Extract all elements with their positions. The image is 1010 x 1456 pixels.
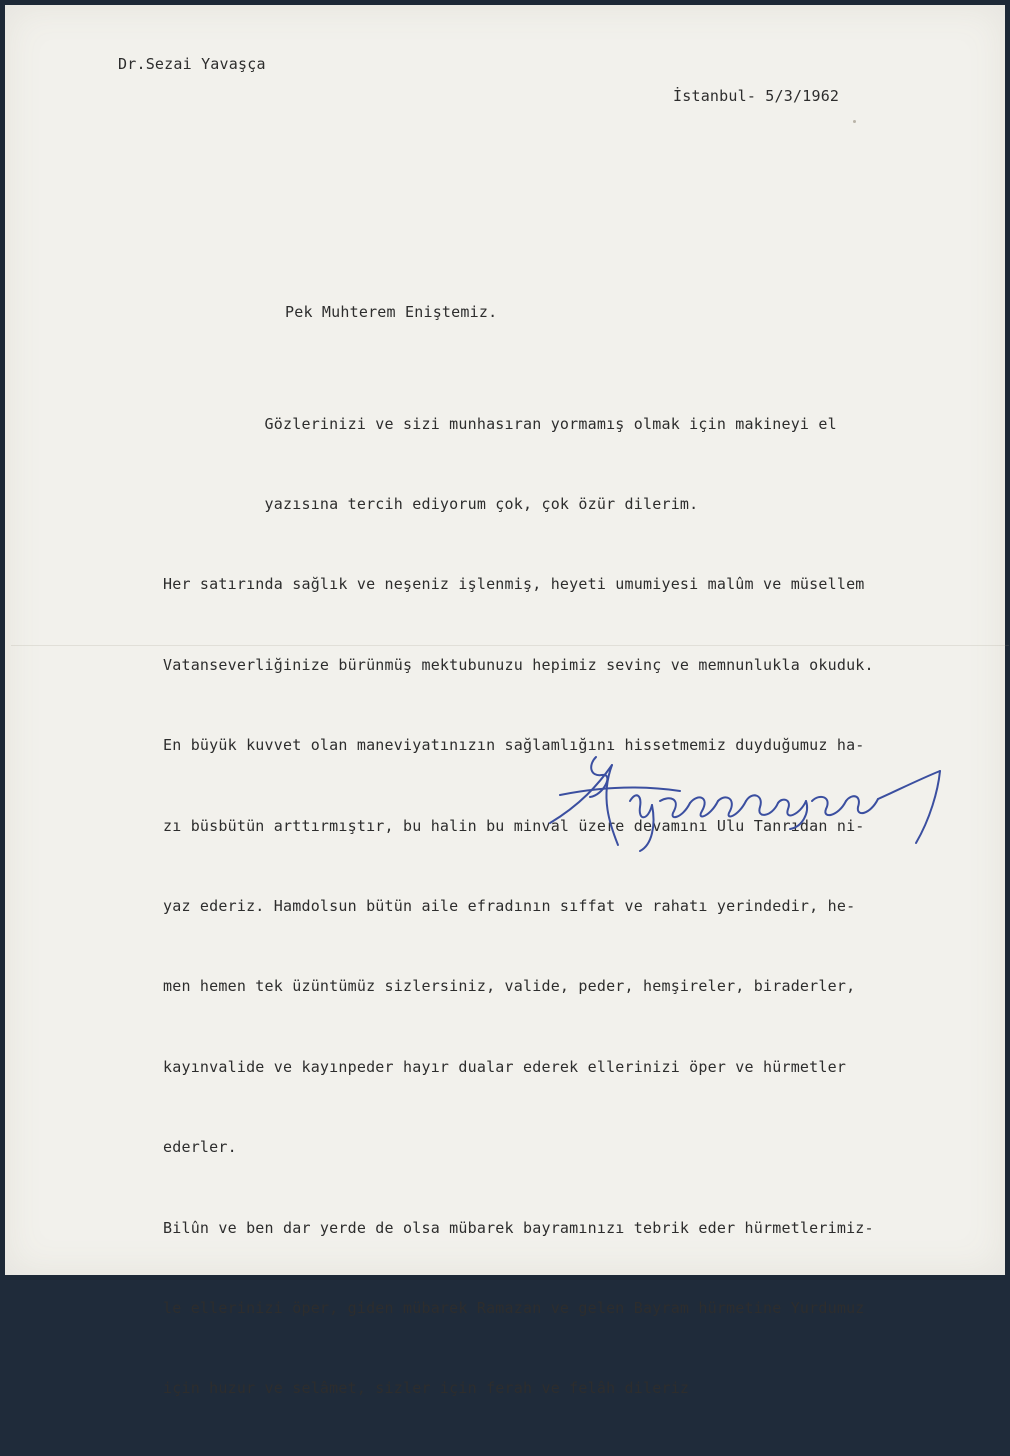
body-line: yazısına tercih ediyorum çok, çok özür dilerim. (163, 494, 699, 513)
body-line: Her satırında sağlık ve neşeniz işlenmiş, heyeti umumiyesi malûm ve müsellem (163, 575, 865, 594)
body-line: ederler. (163, 1138, 237, 1157)
handwritten-signature (540, 735, 960, 855)
body-line: men hemen tek üzüntümüz sizlersiniz, valide, peder, hemşireler, biraderler, (163, 977, 856, 996)
salutation: Pek Muhterem Eniştemiz. (285, 303, 498, 321)
letter-page (5, 5, 1005, 1398)
sender-name: Dr.Sezai Yavaşça (118, 55, 266, 73)
body-line: Bilûn ve ben dar yerde de olsa mübarek bayramınızı tebrik eder hürmetlerimiz- (163, 1218, 874, 1237)
body-line: Vatanseverliğinize bürünmüş mektubunuzu hepimiz sevinç ve memnunlukla okuduk. (163, 655, 874, 674)
paper-speck (853, 120, 856, 123)
place-date: İstanbul- 5/3/1962 (673, 87, 840, 105)
letter-body (163, 357, 874, 1456)
signature-drawing (540, 735, 960, 855)
body-line: Gözlerinizi ve sizi munhasıran yormamış olmak için makineyi el (163, 414, 837, 433)
body-line: En büyük kuvvet olan maneviyatınızın sağlamlığını hissetmemiz duyduğumuz ha- (163, 736, 865, 755)
body-line: için huzur ve selâmet, sizler için ferah ve felâh dileriz (163, 1379, 690, 1398)
paper-fold-line (11, 645, 1009, 646)
body-line: yaz ederiz. Hamdolsun bütün aile efradının sıffat ve rahatı yerindedir, he- (163, 896, 856, 915)
body-line: le ellerinizi öper, giden mübarek Ramazan ve gelen Bayram hürmetine Yurdumuz (163, 1298, 865, 1317)
body-line: kayınvalide ve kayınpeder hayır dualar ederek ellerinizi öper ve hürmetler (163, 1057, 847, 1076)
body-line: zı büsbütün arttırmıştır, bu halin bu minval üzere devamını Ulu Tanrıdan ni- (163, 816, 865, 835)
